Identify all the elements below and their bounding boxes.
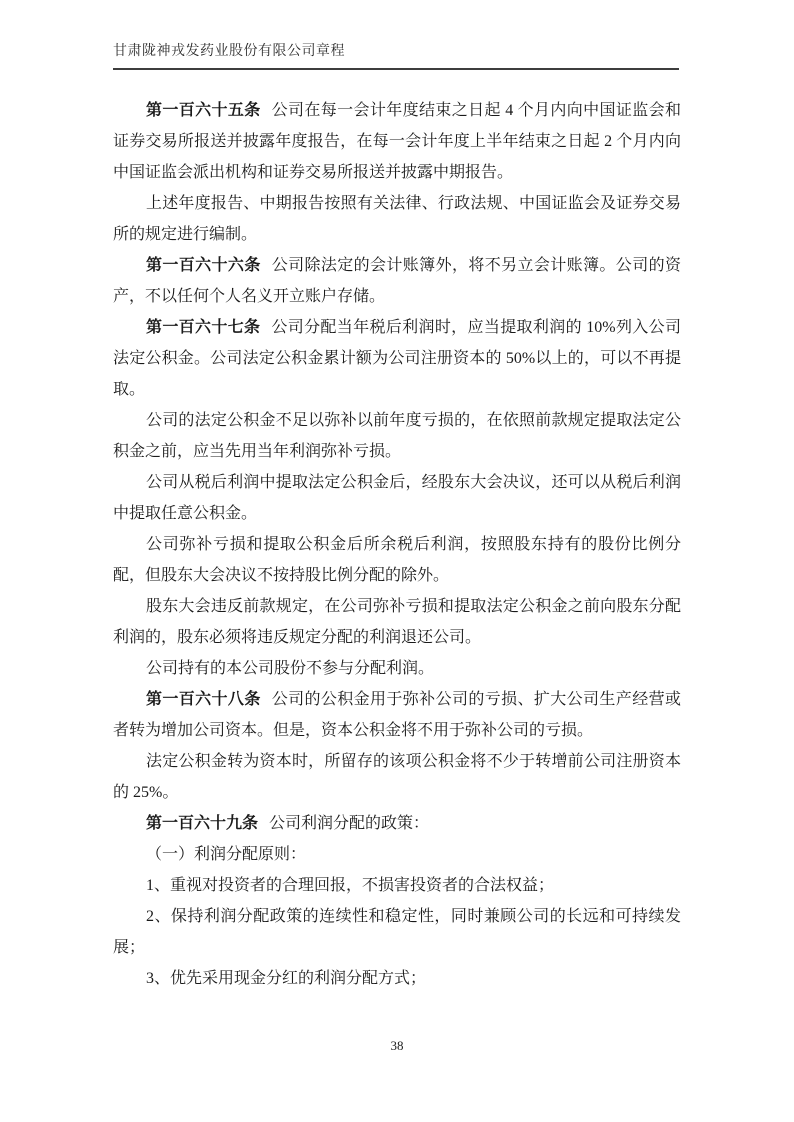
paragraph	[113, 746, 681, 808]
article-number: 第一百六十八条	[146, 691, 261, 708]
article-number: 第一百六十六条	[146, 257, 261, 274]
paragraph-text: 公司利润分配的政策：	[269, 815, 430, 832]
paragraph	[113, 901, 681, 963]
paragraph-text: 法定公积金转为资本时，所留存的该项公积金将不少于转增前公司注册资本的 25%。	[113, 753, 681, 801]
paragraph-text: 公司弥补亏损和提取公积金后所余税后利润，按照股东持有的股份比例分配，但股东大会决议不按持股比例分配的除外。	[113, 536, 681, 584]
paragraph-text: 公司的法定公积金不足以弥补以前年度亏损的，在依照前款规定提取法定公积金之前，应当先用当年利润弥补亏损。	[113, 412, 681, 460]
paragraph	[113, 653, 681, 684]
paragraph-text: 上述年度报告、中期报告按照有关法律、行政法规、中国证监会及证券交易所的规定进行编制。	[113, 195, 681, 243]
paragraph-text: 公司在每一会计年度结束之日起 4 个月内向中国证监会和证券交易所报送并披露年度报告，在每一会计年度上半年结束之日起 2 个月内向中国证监会派出机构和证券交易所报送并披露中期报告。	[113, 102, 681, 181]
header-title: 甘肃陇神戎发药业股份有限公司章程	[113, 44, 345, 59]
paragraph	[113, 250, 681, 312]
paragraph	[113, 95, 681, 188]
paragraph-text: 公司持有的本公司股份不参与分配利润。	[146, 660, 435, 677]
paragraph	[113, 684, 681, 746]
paragraph	[113, 808, 681, 839]
paragraph	[113, 591, 681, 653]
paragraph-text: 公司分配当年税后利润时，应当提取利润的 10%列入公司法定公积金。公司法定公积金累计额为公司注册资本的 50%以上的，可以不再提取。	[113, 319, 681, 398]
paragraph-text: 2、保持利润分配政策的连续性和稳定性，同时兼顾公司的长远和可持续发展；	[113, 908, 681, 956]
paragraph-text: 公司从税后利润中提取法定公积金后，经股东大会决议，还可以从税后利润中提取任意公积金。	[113, 474, 681, 522]
page-footer	[0, 1037, 794, 1055]
paragraph-text: 公司除法定的会计账簿外，将不另立会计账簿。公司的资产，不以任何个人名义开立账户存储。	[113, 257, 681, 305]
paragraph-text: 3、优先采用现金分红的利润分配方式；	[146, 970, 427, 987]
paragraph	[113, 870, 681, 901]
paragraph-text: 股东大会违反前款规定，在公司弥补亏损和提取法定公积金之前向股东分配利润的，股东必须将违反规定分配的利润退还公司。	[113, 598, 681, 646]
paragraph	[113, 467, 681, 529]
article-number: 第一百六十九条	[146, 815, 259, 832]
paragraph	[113, 405, 681, 467]
paragraph	[113, 963, 681, 994]
paragraph	[113, 188, 681, 250]
article-number: 第一百六十七条	[146, 319, 261, 336]
paragraph	[113, 529, 681, 591]
document-body	[113, 95, 681, 994]
paragraph	[113, 839, 681, 870]
page-number: 38	[390, 1038, 404, 1053]
page-header	[113, 42, 679, 70]
paragraph-text: 1、重视对投资者的合理回报，不损害投资者的合法权益；	[146, 877, 555, 894]
paragraph-text: 公司的公积金用于弥补公司的亏损、扩大公司生产经营或者转为增加公司资本。但是，资本公积金将不用于弥补公司的亏损。	[113, 691, 681, 739]
article-number: 第一百六十五条	[146, 102, 261, 119]
paragraph-text: （一）利润分配原则：	[146, 846, 307, 863]
paragraph	[113, 312, 681, 405]
